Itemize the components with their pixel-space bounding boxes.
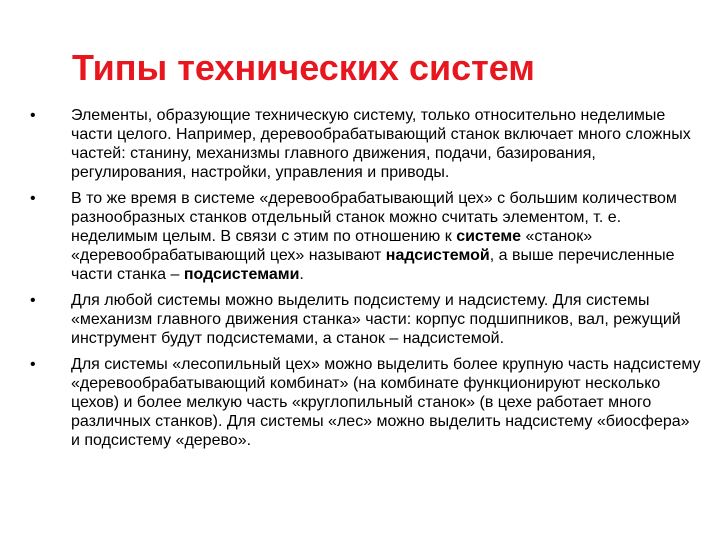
bullet-item-4 [30, 355, 702, 450]
bullet-marker: • [30, 190, 36, 207]
text-run: . [299, 266, 304, 283]
bullet-text: Для системы «лесопильный цех» можно выделить более крупную часть надсистему «деревообрабатывающий комбинат» (на комбинате функционируют несколько цехов) и более мелкую часть «круглопильный станок» (в цехе работает много различных станков). Для системы «лес» можно выделить надсистему «биосфера» и подсистему «дерево». [71, 356, 701, 449]
bullet-text: Для любой системы можно выделить подсистему и надсистему. Для системы «механизм главного движения станка» части: корпус подшипников, вал, режущий инструмент будут подсистемами, а станок – надсистемой. [71, 292, 681, 347]
bullet-item-3 [30, 291, 702, 348]
bold-term-subsystems: подсистемами [183, 266, 300, 283]
slide-title: Типы технических систем [72, 47, 535, 88]
bullet-marker: • [30, 107, 36, 124]
bullet-text [71, 189, 702, 284]
bullet-item-2 [30, 189, 702, 284]
bold-term-system: системе [456, 228, 522, 245]
text-run: , а выше перечисленные части станка – [71, 247, 675, 283]
bullet-item-1 [30, 106, 702, 182]
text-run: В то же время в системе «деревообрабатывающий цех» с большим количеством разнообразных станков отдельный станок можно считать элементом, т. е. неделимым целым. В связи с этим по отношению к [71, 190, 677, 245]
bullet-text: Элементы, образующие техническую систему, только относительно неделимые части целого. Например, деревообрабатывающий станок включает много сложных частей: станину, механизмы главного движения, подачи, базирования, регулирования, настройки, управления и приводы. [71, 107, 691, 181]
bullet-marker: • [30, 356, 36, 373]
bullet-marker: • [30, 292, 36, 309]
text-run: «станок» «деревообрабатывающий цех» называют [71, 228, 593, 264]
bullet-list [30, 106, 702, 457]
bold-term-supersystem: надсистемой [385, 247, 490, 264]
